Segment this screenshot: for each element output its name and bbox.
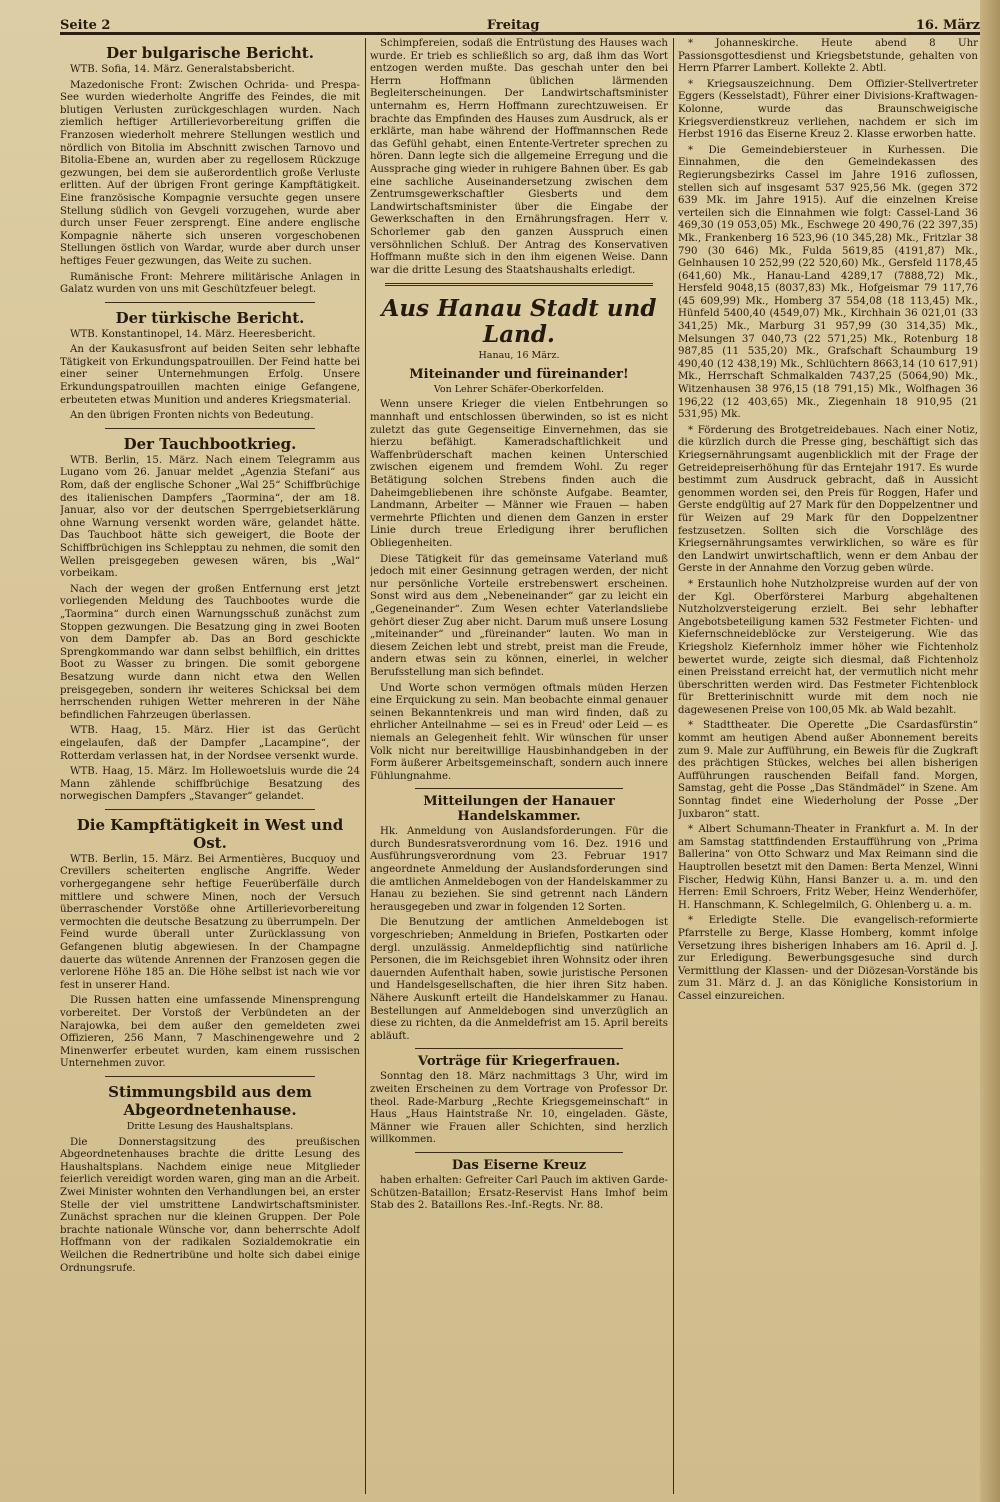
- article-paragraph: Diese Tätigkeit für das gemeinsame Vaterland muß jedoch mit einer Gesinnung getragen werden, der nicht nur persönliche Vorteile erstrebenswert erscheinen. Sonst wird aus dem „Nebeneinander“ gar zu leicht ein „Gegeneinander“. Zum Wesen echter Vaterlandsliebe gehört dieser Zug aber nicht. Darum muß unsere Losung „miteinander“ und „füreinander“ lauten. Wo man in diesem Zeichen lebt und strebt, preist man die Freude, andern etwas sein zu können, einerlei, in welcher Berufsstellung man sich befindet.: [370, 553, 668, 678]
- divider: [415, 1048, 624, 1049]
- news-item: * Erledigte Stelle. Die evangelisch-reformierte Pfarrstelle zu Berge, Klasse Homberg, kommt infolge Versetzung ihres bisherigen Inhabers am 16. April d. J. zur Erledigung. Bewerbungsgesuche sind durch Vermittlung der Klassen- und der Diözesan-Vorstände bis zum 31. März d. J. an das Königliche Konsistorium in Cassel einzureichen.: [678, 915, 978, 1002]
- headline-together: Miteinander und füreinander!: [409, 366, 629, 382]
- article-paragraph: Rumänische Front: Mehrere militärische Anlagen in Galatz wurden von uns mit Geschützfeuer belegt.: [60, 271, 360, 296]
- headline-iron-cross: Das Eiserne Kreuz: [451, 1157, 587, 1173]
- article-paragraph: Wenn unsere Krieger die vielen Entbehrungen so mannhaft und entschlossen überwinden, so ist es nicht zuletzt das gute Gegenseitige Einvernehmen, das sie hierzu befähigt. Kameradschaftlichkeit und Waffenbrüderschaft machen keinen Unterschied zwischen eigenem und fremdem Wohl. Zu reger Betätigung solchen Strebens finden auch die Daheimgebliebenen ihre schönste Aufgabe. Beamter, Landmann, Arbeiter — Männer wie Frauen — haben vermehrte Pflichten und dienen dem Ganzen in erster Linie durch treue Erledigung ihrer beruflichen Obliegenheiten.: [370, 399, 668, 549]
- divider: [105, 428, 315, 429]
- headline-bulgarian-report: Der bulgarische Bericht.: [106, 44, 314, 62]
- article-paragraph: Die Benutzung der amtlichen Anmeldebogen ist vorgeschrieben; Anmeldung in Briefen, Postkarten oder dergl. unzulässig. Anmeldepflichtig sind natürliche Personen, die im Reichsgebiet ihren Wohnsitz oder ihren dauernden Aufenthalt haben, sowie juristische Personen und Handelsgesellschaften, die hier ihren Sitz haben. Nähere Auskunft erteilt die Handelskammer zu Hanau. Bestellungen auf Anmeldebogen sind unverzüglich an diese zu richten, da die Anmeldefrist am 15. April bereits abläuft.: [370, 917, 668, 1042]
- column-2: [370, 38, 668, 1494]
- article-paragraph: WTB. Berlin, 15. März. Nach einem Telegramm aus Lugano vom 26. Januar meldet „Agenzia Stefani“ aus Rom, daß der englische Schoner „Wal 25“ Schiffbrüchige des italienischen Dampfers „Taormina“, der am 18. Januar, also vor der deutschen Sperrgebietserklärung ohne Warnung versenkt worden wäre, gelandet hätte. Das Tauchboot hätte sich geweigert, die Boote der Schiffbrüchigen ins Schlepptau zu nehmen, die somit den Wellen preisgegeben gewesen wären, bis „Wal“ vorbeikam.: [60, 454, 360, 580]
- news-item: * Albert Schumann-Theater in Frankfurt a. M. In der am Samstag stattfindenden Erstaufführung von „Prima Ballerina“ von Otto Schwarz und Max Reimann sind die Hauptrollen besetzt mit den Damen: Berta Menzel, Winni Fischer, Hedwig Kühn, Hansi Banzer u. a. m. und den Herren: Emil Schroers, Fritz Weber, Heinz Wenderhöfer, H. Hanschmann, K. Schlegelmilch, G. Ohlenberg u. a. m.: [678, 824, 978, 911]
- byline: Von Lehrer Schäfer-Oberkorfelden.: [433, 383, 605, 395]
- divider: [415, 788, 624, 789]
- article-paragraph: Nach der wegen der großen Entfernung erst jetzt vorliegenden Meldung des Tauchbootes wurde die „Taormina“ durch einen Warnungsschuß zunächst zum Stoppen gezwungen. Die Besatzung ging in zwei Booten von dem Dampfer ab. Das an Bord geschickte Sprengkommando war dann selbst behilflich, ein drittes Boot zu Wasser zu bringen. Die somit geborgene Besatzung wurde dann nicht etwa den Wellen preisgegeben, sondern ihr weiteres Schicksal bei dem herrschenden ruhigen Wetter mehreren in der Nähe befindlichen Fahrzeugen überlassen.: [60, 583, 360, 721]
- news-item: * Förderung des Brotgetreidebaues. Nach einer Notiz, die kürzlich durch die Presse ging, beschäftigt sich das Kriegsernährungsamt augenblicklich mit der Frage der Getreidepreiserhöhung für das Erntejahr 1917. Es wurde bestimmt zum Ausdruck gebracht, daß in Aussicht genommen worden sei, den Preis für Roggen, Hafer und Gerste endgültig auf 27 Mark für den Doppelzentner und für Weizen auf 29 Mark für den Doppelzentner festzusetzen. Sollten sich die Vorschläge des Kriegsernährungsamtes verwirklichen, so wäre es für den Landwirt unwirtschaftlich, wenn er dem Anbau der Gerste in der Annahme den Vorzug geben würde.: [678, 424, 978, 575]
- divider: [105, 1076, 315, 1077]
- article-paragraph: WTB. Haag, 15. März. Hier ist das Gerücht eingelaufen, daß der Dampfer „Lacampine“, der Rotterdam verlassen hat, in der Nordsee versenkt wurde.: [60, 725, 360, 762]
- column-1: [60, 38, 360, 1494]
- masthead: [60, 12, 980, 35]
- news-item: * Erstaunlich hohe Nutzholzpreise wurden auf der von der Kgl. Oberförsterei Marburg abgehaltenen Nutzholzversteigerung erzielt. Bei sehr lebhafter Angebotsbeteiligung kamen 532 Festmeter Fichten- und Kiefernschneideblöcke zur Versteigerung. Wie das Kriegsholz Kiefernholz immer höher wie Fichtenholz bewertet wurde, zeigte sich diesmal, daß Fichtenholz einen Preisstand erreicht hat, der vermutlich nicht mehr überschritten werden wird. Das Festmeter Fichtenblock für Bretterinischnitt wurde mit dem noch nie dagewesenen Preise von 100,05 Mk. ab Wald bezahlt.: [678, 578, 978, 716]
- article-paragraph: WTB. Sofia, 14. März. Generalstabsbericht.: [70, 64, 295, 75]
- divider: [105, 302, 315, 303]
- page-number: Seite 2: [60, 18, 111, 33]
- article-paragraph: Die Russen hatten eine umfassende Minensprengung vorbereitet. Der Vorstoß der Verbündeten an der Narajowka, bei dem außer den gemeldeten zwei Offizieren, 256 Mann, 7 Maschinengewehre und 2 Minenwerfer erbeutet wurden, kam einem russischen Unternehmen zuvor.: [60, 995, 360, 1070]
- divider: [385, 283, 653, 286]
- divider: [415, 1152, 624, 1153]
- headline-chamber-of-commerce: Mitteilungen der Hanauer Handelskammer.: [423, 794, 615, 825]
- news-item: * Die Gemeindebiersteuer in Kurhessen. Die Einnahmen, die den Gemeindekassen des Regierungsbezirks Cassel im Jahre 1916 zuflossen, stellen sich auf insgesamt 537 925,56 Mk. (gegen 372 639 Mk. im Jahre 1915). Auf die einzelnen Kreise verteilen sich die Einnahmen wie folgt: Cassel-Land 36 469,30 (19 053,05) Mk., Eschwege 20 490,76 (22 397,35) Mk., Frankenberg 16 523,96 (10 345,28) Mk., Fritzlar 38 790 (30 646) Mk., Fulda 5619,85 (4191,87) Mk., Gelnhausen 10 252,99 (22 520,60) Mk., Gersfeld 1178,45 (641,60) Mk., Hanau-Land 4289,17 (7888,72) Mk., Hersfeld 9048,15 (8037,83) Mk., Hofgeismar 79 117,76 (45 609,99) Mk., Homberg 37 554,08 (18 113,45) Mk., Hünfeld 5400,40 (4549,07) Mk., Kirchhain 36 021,01 (33 341,25) Mk., Marburg 31 957,99 (30 314,35) Mk., Melsungen 37 040,73 (22 571,25) Mk., Rotenburg 18 987,85 (11 535,20) Mk., Grafschaft Schaumburg 19 490,40 (12 438,19) Mk., Schlüchtern 8663,14 (10 617,91) Mk., Herrschaft Schmalkalden 7437,25 (5064,90) Mk., Witzenhausen 38 976,15 (18 791,15) Mk., Wolfhagen 36 196,22 (12 403,65) Mk., Ziegenhain 18 910,95 (21 531,95) Mk.: [678, 144, 978, 421]
- page-edge: [980, 0, 1000, 1502]
- article-paragraph: An den übrigen Fronten nichts von Bedeutung.: [70, 410, 314, 422]
- article-paragraph: WTB. Haag, 15. März. Im Hollewoetsluis wurde die 24 Mann zählende schiffbrüchige Besatzung des norwegischen Dampfers „Stavanger“ gelandet.: [60, 766, 360, 803]
- article-paragraph: WTB. Konstantinopel, 14. März. Heeresbericht.: [70, 328, 316, 340]
- headline-fighting-west-east: Die Kampftätigkeit in West und Ost.: [76, 815, 344, 852]
- dateline: Hanau, 16 März.: [478, 350, 560, 362]
- weekday: Freitag: [486, 18, 540, 33]
- article-paragraph: Hk. Anmeldung von Auslandsforderungen. Für die durch Bundesratsverordnung vom 16. Dez. 1916 und Ausführungsverordnung vom 23. Februar 1917 angeordnete Anmeldung der Auslandsforderungen sind die amtlichen Anmeldebogen von der Handelskammer zu Hanau zu beziehen. Sie sind getrennt nach Ländern herausgegeben und zwar in folgenden 12 Sorten.: [370, 826, 668, 913]
- news-item: * Kriegsauszeichnung. Dem Offizier-Stellvertreter Eggers (Kesselstadt), Führer einer Divisions-Kraftwagen-Kolonne, wurde das Braunschweigische Kriegsverdienstkreuz verliehen, nachdem er sich im Herbst 1916 das Eiserne Kreuz 2. Klasse erworben hatte.: [678, 78, 978, 141]
- headline-parliament-sketch: Stimmungsbild aus dem Abgeordnetenhause.: [108, 1082, 312, 1119]
- headline-submarine-war: Der Tauchbootkrieg.: [123, 434, 297, 453]
- news-item: * Johanneskirche. Heute abend 8 Uhr Passionsgottesdienst und Kriegsbetstunde, gehalten von Herrn Pfarrer Lambert. Kollekte 2. Abtl.: [678, 38, 978, 75]
- article-paragraph: Die Donnerstagsitzung des preußischen Abgeordnetenhauses brachte die dritte Lesung des Haushaltsplans. Nachdem einige neue Mitglieder feierlich vereidigt worden waren, ging man an die Arbeit. Zwei Minister wohnten den Verhandlungen bei, an erster Stelle der viel umstrittene Landwirtschaftsminister. Zunächst sprachen nur die kleinen Gruppen. Der Pole brachte nationale Wünsche vor, dann beherrschte Adolf Hoffmann von der radikalen Sozialdemokratie ein Weilchen die Rednertribüne und holte sich dabei einige Ordnungsrufe.: [60, 1136, 360, 1274]
- article-paragraph: WTB. Berlin, 15. März. Bei Armentières, Bucquoy und Crevillers scheiterten englische Angriffe. Weder vorhergegangene sehr heftige Feuerüberfälle durch mittlere und schwere Minen, noch der Versuch überraschender Vorstöße ohne Artillerievorbereitung vermochten die deutsche Besatzung zu überrumpeln. Der Feind wurde überall unter Zurücklassung von Gefangenen blutig abgewiesen. In der Champagne dauerte das wütende Anrennen der Franzosen gegen die verlorene Höhe 185 an. Die Höhe selbst ist nach wie vor fest in unserer Hand.: [60, 853, 360, 991]
- headline-lectures: Vorträge für Kriegerfrauen.: [417, 1054, 621, 1070]
- article-paragraph: Sonntag den 18. März nachmittags 3 Uhr, wird im zweiten Erscheinen zu dem Vortrage von Professor Dr. theol. Rade-Marburg „Rechte Kriegsgemeinschaft“ in Haus „Haus Haintstraße Nr. 10, eingeladen. Gäste, Männer wie Frauen aller Schichten, sind herzlich willkommen.: [370, 1071, 668, 1146]
- article-paragraph: An der Kaukasusfront auf beiden Seiten sehr lebhafte Tätigkeit von Erkundungspatrouillen. Der Feind hatte bei einer seiner Unternehmungen Erfolg. Unsere Erkundungspatrouillen machten einige Gefangene, erbeuteten etwas Munition und anderes Kriegsmaterial.: [60, 344, 360, 406]
- article-paragraph: Und Worte schon vermögen oftmals müden Herzen eine Erquickung zu sein. Man beobachte einmal genauer seinen Bekanntenkreis und man wird finden, daß zu ehrlicher Anteilnahme — sei es in Freud' oder Leid — es niemals an Gelegenheit fehlt. Wir wünschen für unser Volk nicht nur bereitwillige Hausbinhandgeben in der Form äußerer Arbeitsgemeinschaft, sondern auch innere Fühlungnahme.: [370, 682, 668, 782]
- column-rule-2: [673, 38, 674, 1494]
- divider: [105, 809, 315, 810]
- article-paragraph: haben erhalten: Gefreiter Carl Pauch im aktiven Garde-Schützen-Bataillon; Ersatz-Reservist Hans Imhof beim Stab des 2. Bataillons Res.-Inf.-Regts. Nr. 88.: [370, 1174, 668, 1212]
- issue-date: 16. März: [915, 18, 980, 33]
- section-heading-hanau: Aus Hanau Stadt und Land.: [381, 295, 657, 349]
- column-rule-1: [365, 38, 366, 1494]
- news-item: * Stadttheater. Die Operette „Die Csardasfürstin“ kommt am heutigen Abend außer Abonnement bereits zum 9. Male zur Aufführung, ein Beweis für die Zugkraft des prächtigen Stückes, welches bei allen bisherigen Aufführungen rauschenden Beifall fand. Morgen, Samstag, geht die Posse „Das Ständmädel“ in Szene. Am Sonntag findet eine Wiederholung der Posse „Der Juxbaron“ statt.: [678, 720, 978, 820]
- column-3: [678, 38, 978, 1494]
- subheadline: Dritte Lesung des Haushaltsplans.: [126, 1120, 294, 1132]
- article-paragraph: Mazedonische Front: Zwischen Ochrida- und Prespa-See wurden wiederholte Angriffe des Feindes, die mit blutigen Verlusten zurückgeschlagen wurden. Nach ziemlich heftiger Artillerievorbereitung griffen die Franzosen wiederholt mehrere Stellungen westlich und nördlich von Bitolia im Abschnitt zwischen Tarnovo und Bitolia-Ebene an, wurden aber zu regellosem Rückzuge gezwungen, bei dem sie außerordentlich große Verluste erlitten. Auf der übrigen Front geringe Kampftätigkeit. Eine französische Kompagnie versuchte gegen unsere Stellung südlich von Gevgeli vorzugehen, wurde aber durch unser Feuer zersprengt. Eine andere englische Kompagnie näherte sich unseren vorgeschobenen Stellungen östlich von Wardar, wurde aber durch unser heftiges Feuer gezwungen, das Weite zu suchen.: [60, 79, 360, 267]
- headline-turkish-report: Der türkische Bericht.: [115, 308, 305, 327]
- article-paragraph: Schimpfereien, sodaß die Entrüstung des Hauses wach wurde. Er trieb es schließlich so arg, daß ihm das Wort entzogen werden mußte. Das geschah unter den bei Herrn Hoffmann üblichen lärmenden Begleiterscheinungen. Der Landwirtschaftsminister unternahm es, Herrn Hoffmann zurechtzuweisen. Er brachte das Empfinden des Hauses zum Ausdruck, als er erklärte, man habe während der Hoffmannschen Rede das Gefühl gehabt, einen Entente-Vertreter sprechen zu hören. Dann legte sich die allgemeine Erregung und die Aussprache ging wieder in ruhigere Bahnen über. Es gab eine sachliche Auseinandersetzung zwischen dem Zentrumsgewerkschaftler Giesberts und dem Landwirtschaftsminister über die Eingabe der Gewerkschaften in den Ernährungsfragen. Herr v. Schorlemer gab den ganzen Ausspruch einen versöhnlichen Schluß. Der Antrag des Konservativen Hoffmann mußte sich in den ihm eigenen Weise. Dann war die dritte Lesung des Staatshaushalts erledigt.: [370, 38, 668, 276]
